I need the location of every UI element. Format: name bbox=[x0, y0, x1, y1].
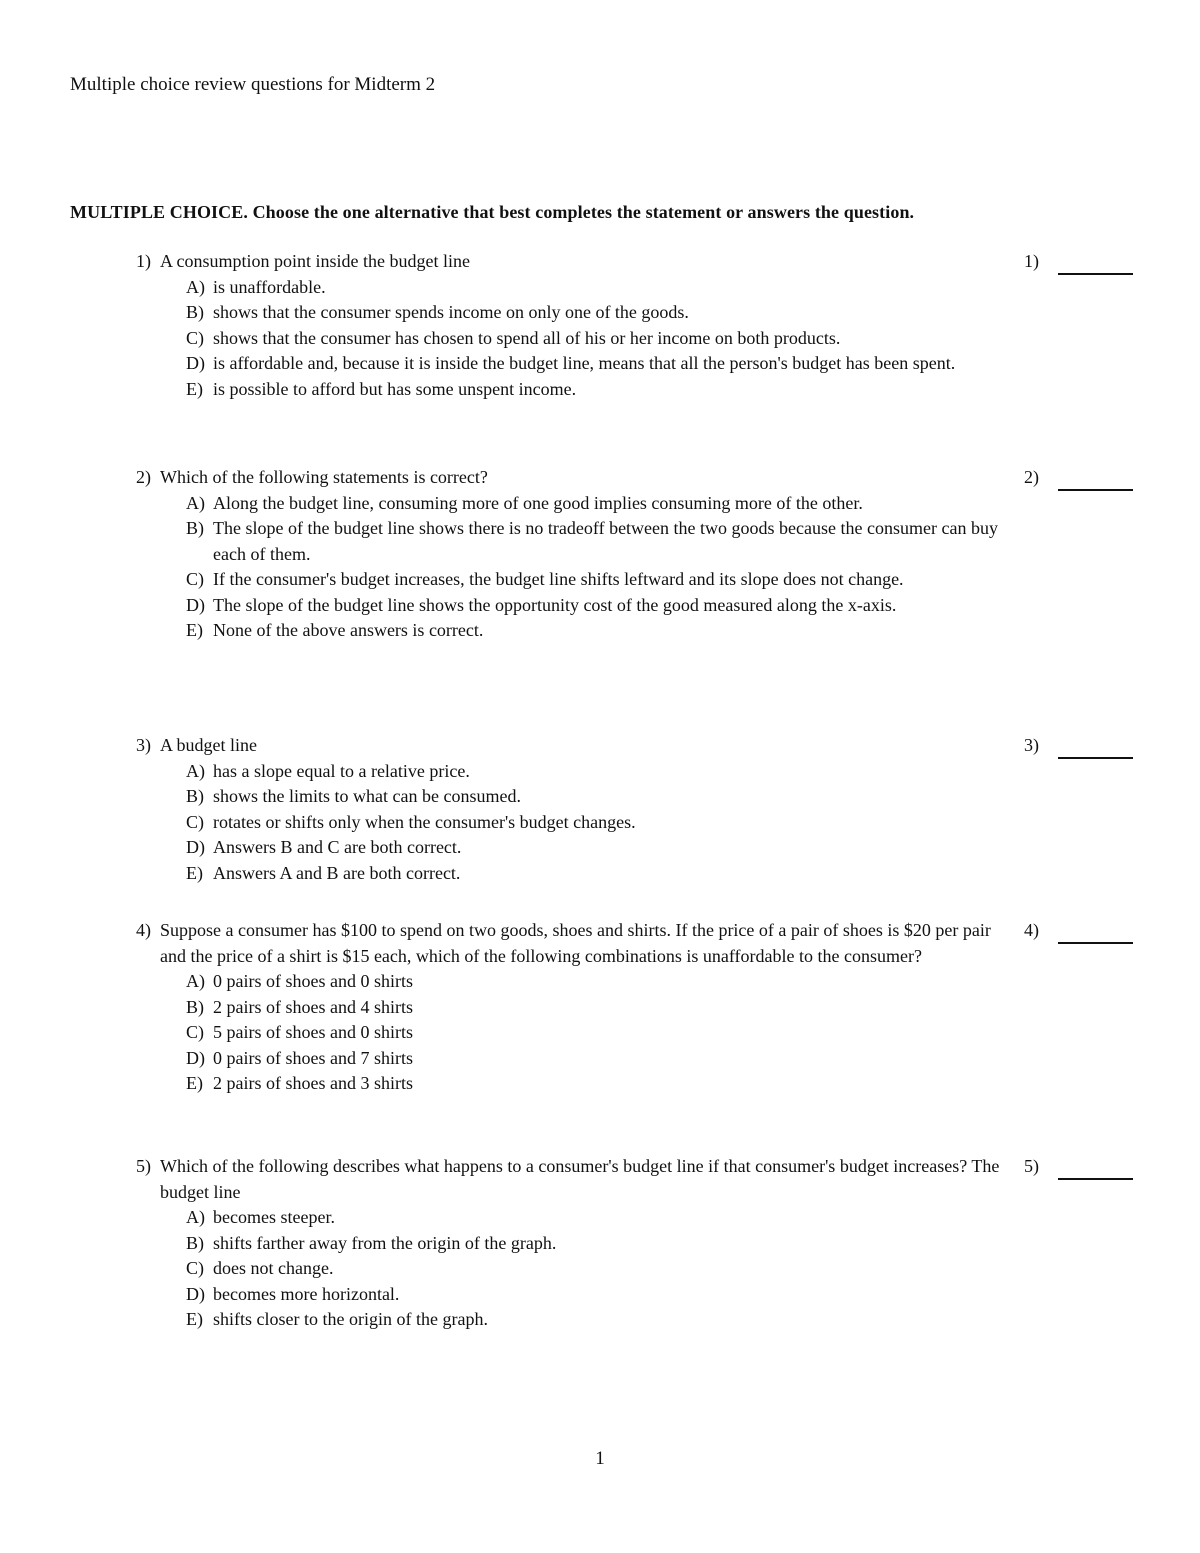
option-text: is affordable and, because it is inside the budget line, means that all the person's budget has been spent. bbox=[213, 353, 956, 373]
question-stem: Suppose a consumer has $100 to spend on two goods, shoes and shirts. If the price of a pair of shoes is $20 per pair and the price of a shirt is $15 each, which of the following combinations is unaffordable to the consumer? bbox=[160, 920, 991, 966]
option-letter: C) bbox=[186, 1258, 204, 1278]
option-text: The slope of the budget line shows the opportunity cost of the good measured along the x-axis. bbox=[213, 594, 897, 615]
option-b[interactable] bbox=[186, 784, 1136, 810]
option-text: has a slope equal to a relative price. bbox=[213, 760, 470, 781]
option-b[interactable] bbox=[186, 516, 1136, 567]
option-text: shifts farther away from the origin of the graph. bbox=[213, 1232, 557, 1253]
option-text: shows that the consumer has chosen to spend all of his or her income on both products. bbox=[213, 327, 841, 348]
option-c[interactable] bbox=[186, 326, 1136, 352]
option-a[interactable] bbox=[186, 275, 1136, 301]
answer-blank[interactable] bbox=[1024, 249, 1133, 275]
option-d[interactable] bbox=[186, 351, 1136, 377]
option-text: rotates or shifts only when the consumer's budget changes. bbox=[213, 811, 636, 832]
option-e[interactable] bbox=[186, 377, 1136, 403]
question-stem: A budget line bbox=[160, 735, 257, 755]
answer-line[interactable] bbox=[1058, 255, 1133, 275]
answer-label: 1) bbox=[1024, 251, 1039, 271]
option-letter: D) bbox=[186, 1047, 205, 1068]
question-3 bbox=[136, 733, 1136, 886]
option-c[interactable] bbox=[186, 810, 1136, 836]
option-letter: E) bbox=[186, 378, 203, 399]
option-e[interactable] bbox=[186, 1071, 1136, 1097]
answer-blank[interactable] bbox=[1024, 465, 1133, 491]
option-letter: A) bbox=[186, 760, 205, 781]
option-b[interactable] bbox=[186, 300, 1136, 326]
answer-blank[interactable] bbox=[1024, 1154, 1133, 1180]
answer-line[interactable] bbox=[1058, 471, 1133, 491]
option-text: 0 pairs of shoes and 0 shirts bbox=[213, 971, 413, 991]
option-letter: A) bbox=[186, 492, 205, 513]
option-letter: C) bbox=[186, 327, 204, 348]
option-letter: D) bbox=[186, 353, 205, 373]
option-text: None of the above answers is correct. bbox=[213, 620, 484, 640]
option-text: 2 pairs of shoes and 4 shirts bbox=[213, 996, 413, 1017]
option-a[interactable] bbox=[186, 759, 1136, 785]
option-text: 2 pairs of shoes and 3 shirts bbox=[213, 1073, 413, 1093]
answer-label: 2) bbox=[1024, 467, 1039, 487]
answer-label: 4) bbox=[1024, 920, 1039, 940]
question-number: 1) bbox=[136, 251, 151, 271]
question-stem: A consumption point inside the budget line bbox=[160, 251, 470, 271]
option-letter: A) bbox=[186, 276, 205, 297]
question-stem: Which of the following describes what happens to a consumer's budget line if that consumer's budget increases? The budget line bbox=[160, 1156, 1000, 1202]
option-text: 0 pairs of shoes and 7 shirts bbox=[213, 1047, 413, 1068]
option-letter: D) bbox=[186, 837, 205, 857]
option-text: becomes more horizontal. bbox=[213, 1283, 400, 1304]
option-letter: C) bbox=[186, 811, 204, 832]
question-1 bbox=[136, 249, 1136, 402]
option-letter: C) bbox=[186, 1022, 204, 1042]
answer-line[interactable] bbox=[1058, 739, 1133, 759]
question-5 bbox=[136, 1154, 1136, 1333]
option-e[interactable] bbox=[186, 861, 1136, 887]
question-stem: Which of the following statements is correct? bbox=[160, 467, 488, 487]
option-e[interactable] bbox=[186, 618, 1136, 644]
question-number: 3) bbox=[136, 735, 151, 755]
option-c[interactable] bbox=[186, 567, 1136, 593]
page-title: Multiple choice review questions for Midterm 2 bbox=[70, 74, 436, 95]
option-letter: E) bbox=[186, 862, 203, 883]
option-letter: E) bbox=[186, 1309, 203, 1329]
option-letter: C) bbox=[186, 569, 204, 589]
option-text: 5 pairs of shoes and 0 shirts bbox=[213, 1022, 413, 1042]
option-text: Answers A and B are both correct. bbox=[213, 862, 461, 883]
option-text: If the consumer's budget increases, the budget line shifts leftward and its slope does not change. bbox=[213, 569, 904, 589]
option-text: Answers B and C are both correct. bbox=[213, 837, 462, 857]
option-letter: D) bbox=[186, 594, 205, 615]
option-a[interactable] bbox=[186, 491, 1136, 517]
option-text: shows the limits to what can be consumed. bbox=[213, 786, 521, 806]
question-2 bbox=[136, 465, 1136, 644]
question-4 bbox=[136, 918, 1136, 1097]
answer-label: 5) bbox=[1024, 1156, 1039, 1176]
option-letter: B) bbox=[186, 1232, 204, 1253]
option-text: becomes steeper. bbox=[213, 1207, 335, 1227]
option-b[interactable] bbox=[186, 1231, 1136, 1257]
page-number: 1 bbox=[595, 1448, 605, 1469]
question-number: 2) bbox=[136, 467, 151, 487]
option-c[interactable] bbox=[186, 1256, 1136, 1282]
option-a[interactable] bbox=[186, 969, 1136, 995]
option-e[interactable] bbox=[186, 1307, 1136, 1333]
answer-line[interactable] bbox=[1058, 1160, 1133, 1180]
option-text: is unaffordable. bbox=[213, 276, 326, 297]
option-text: shifts closer to the origin of the graph. bbox=[213, 1309, 488, 1329]
option-d[interactable] bbox=[186, 593, 1136, 619]
option-a[interactable] bbox=[186, 1205, 1136, 1231]
option-letter: A) bbox=[186, 971, 205, 991]
option-text: shows that the consumer spends income on only one of the goods. bbox=[213, 302, 689, 322]
option-letter: E) bbox=[186, 620, 203, 640]
option-c[interactable] bbox=[186, 1020, 1136, 1046]
option-d[interactable] bbox=[186, 835, 1136, 861]
instructions: MULTIPLE CHOICE. Choose the one alternative that best completes the statement or answers the question. bbox=[70, 202, 915, 222]
option-letter: B) bbox=[186, 996, 204, 1017]
question-number: 4) bbox=[136, 920, 151, 940]
option-b[interactable] bbox=[186, 995, 1136, 1021]
option-text: Along the budget line, consuming more of one good implies consuming more of the other. bbox=[213, 492, 863, 513]
option-text: does not change. bbox=[213, 1258, 334, 1278]
option-letter: B) bbox=[186, 518, 204, 538]
option-text: is possible to afford but has some unspent income. bbox=[213, 378, 577, 399]
option-d[interactable] bbox=[186, 1282, 1136, 1308]
answer-label: 3) bbox=[1024, 735, 1039, 755]
option-letter: E) bbox=[186, 1073, 203, 1093]
answer-blank[interactable] bbox=[1024, 733, 1133, 759]
answer-blank[interactable] bbox=[1024, 918, 1133, 944]
option-letter: B) bbox=[186, 786, 204, 806]
question-number: 5) bbox=[136, 1156, 151, 1176]
option-text: The slope of the budget line shows there is no tradeoff between the two goods because the consumer can buy each of them. bbox=[213, 518, 998, 564]
option-letter: D) bbox=[186, 1283, 205, 1304]
option-d[interactable] bbox=[186, 1046, 1136, 1072]
option-letter: B) bbox=[186, 302, 204, 322]
option-letter: A) bbox=[186, 1207, 205, 1227]
answer-line[interactable] bbox=[1058, 924, 1133, 944]
